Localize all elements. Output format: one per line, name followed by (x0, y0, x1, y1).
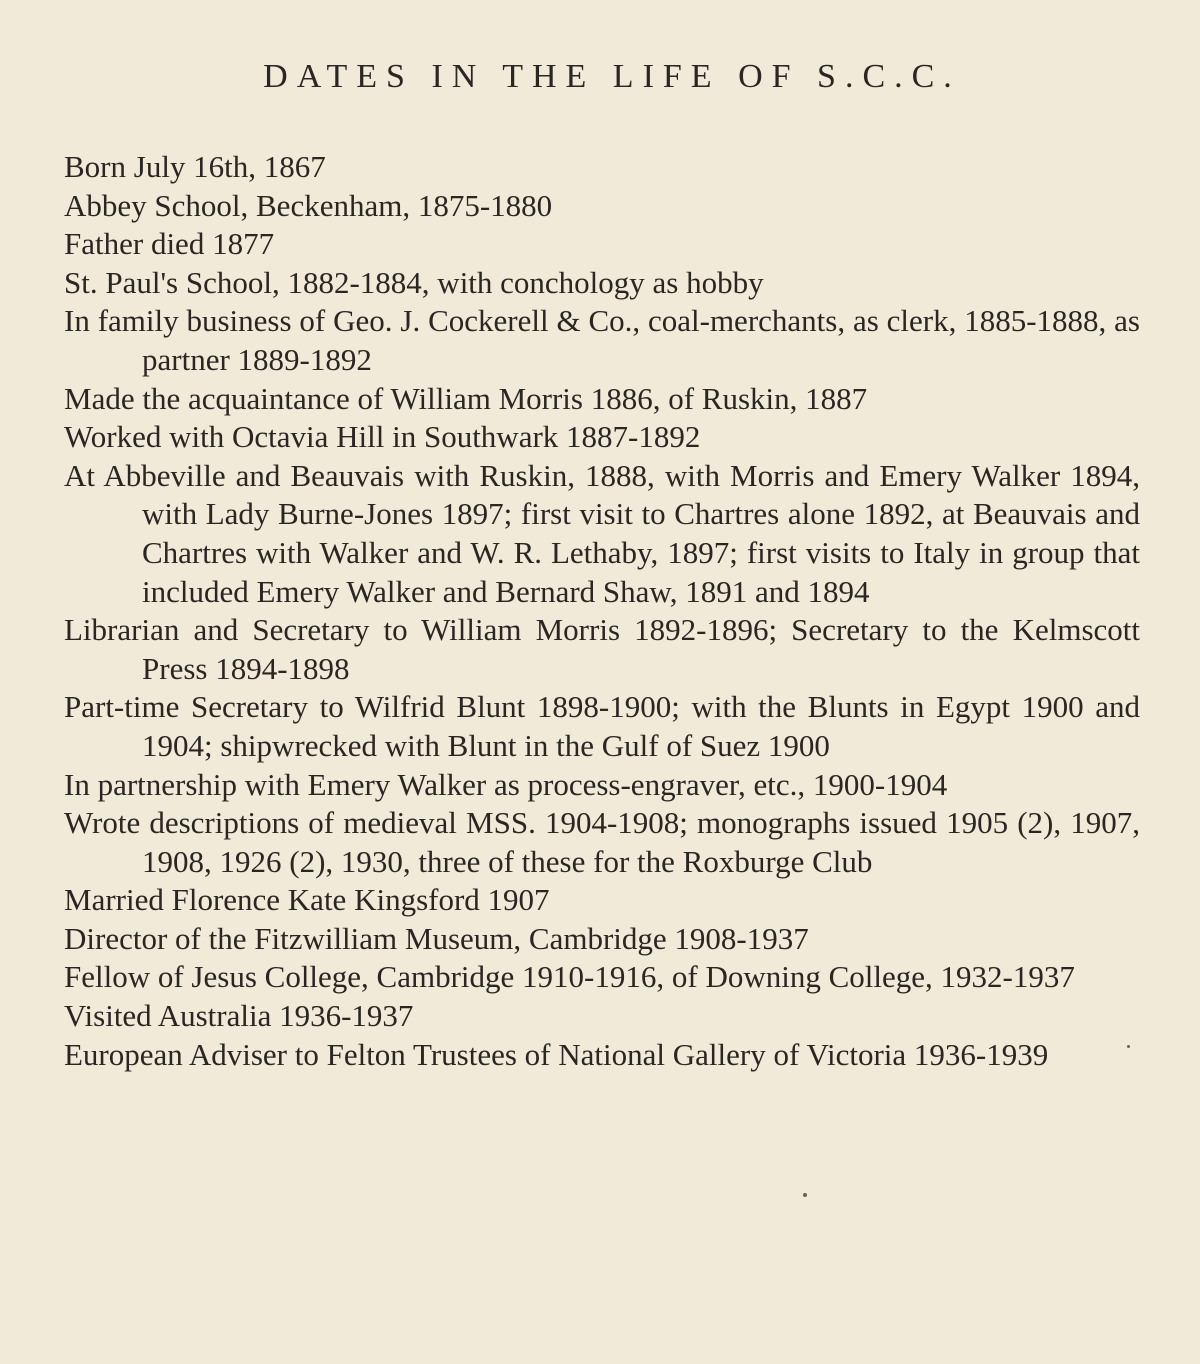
chronology-list (64, 148, 1140, 1074)
entry-text: St. Paul's School, 1882-1884, with conchology as hobby (64, 264, 764, 300)
entry-text: Director of the Fitzwilliam Museum, Cambridge 1908-1937 (64, 920, 809, 956)
chronology-entry (64, 804, 1140, 881)
entry-text: Born July 16th, 1867 (64, 149, 326, 184)
entry-text: Visited Australia 1936-1937 (64, 998, 414, 1034)
entry-text: Father died 1877 (64, 226, 275, 262)
chronology-entry (64, 380, 1140, 419)
entry-text: Librarian and Secretary to William Morris 1892-1896; Secretary to the Kelmscott Press 1894-1898 (64, 612, 1140, 686)
entry-text: Fellow of Jesus College, Cambridge 1910-1916, of Downing College, 1932-1937 (64, 959, 1075, 995)
paper-speck (803, 1193, 807, 1197)
entry-text: Abbey School, Beckenham, 1875-1880 (64, 187, 553, 223)
chronology-entry (64, 187, 1140, 226)
chronology-entry (64, 264, 1140, 303)
chronology-entry (64, 688, 1140, 765)
entry-text: Made the acquaintance of William Morris 1886, of Ruskin, 1887 (64, 380, 868, 416)
entry-text: At Abbeville and Beauvais with Ruskin, 1888, with Morris and Emery Walker 1894, with Lady Burne-Jones 1897; first visit to Chartres alone 1892, at Beauvais and Chartres with Walker and W. R. Lethaby, 1897; first visits to Italy in group that included Emery Walker and Bernard Shaw, 1891 and 1894 (64, 457, 1140, 609)
entry-text: In partnership with Emery Walker as process-engraver, etc., 1900-1904 (64, 766, 948, 802)
chronology-entry (64, 881, 1140, 920)
chronology-entry (64, 418, 1140, 457)
entry-text: European Adviser to Felton Trustees of National Gallery of Victoria 1936-1939 (64, 1036, 1049, 1072)
entry-text: Part-time Secretary to Wilfrid Blunt 1898-1900; with the Blunts in Egypt 1900 and 1904; shipwrecked with Blunt in the Gulf of Suez 1900 (64, 689, 1140, 763)
chronology-entry (64, 302, 1140, 379)
chronology-entry (64, 148, 1140, 187)
entry-text: Worked with Octavia Hill in Southwark 1887-1892 (64, 419, 701, 455)
entry-text: Married Florence Kate Kingsford 1907 (64, 882, 550, 918)
chronology-entry (64, 225, 1140, 264)
entry-text: Wrote descriptions of medieval MSS. 1904-1908; monographs issued 1905 (2), 1907, 1908, 1926 (2), 1930, three of these for the Roxburge Club (64, 805, 1140, 879)
chronology-entry (64, 958, 1140, 997)
chronology-entry (64, 1036, 1140, 1075)
chronology-entry (64, 920, 1140, 959)
entry-text: In family business of Geo. J. Cockerell & Co., coal-merchants, as clerk, 1885-1888, as partner 1889-1892 (64, 303, 1140, 377)
paper-speck (1127, 1045, 1130, 1048)
chronology-entry (64, 997, 1140, 1036)
chronology-entry (64, 457, 1140, 611)
chronology-entry (64, 766, 1140, 805)
page-title: DATES IN THE LIFE OF S.C.C. (263, 58, 961, 95)
chronology-entry (64, 611, 1140, 688)
